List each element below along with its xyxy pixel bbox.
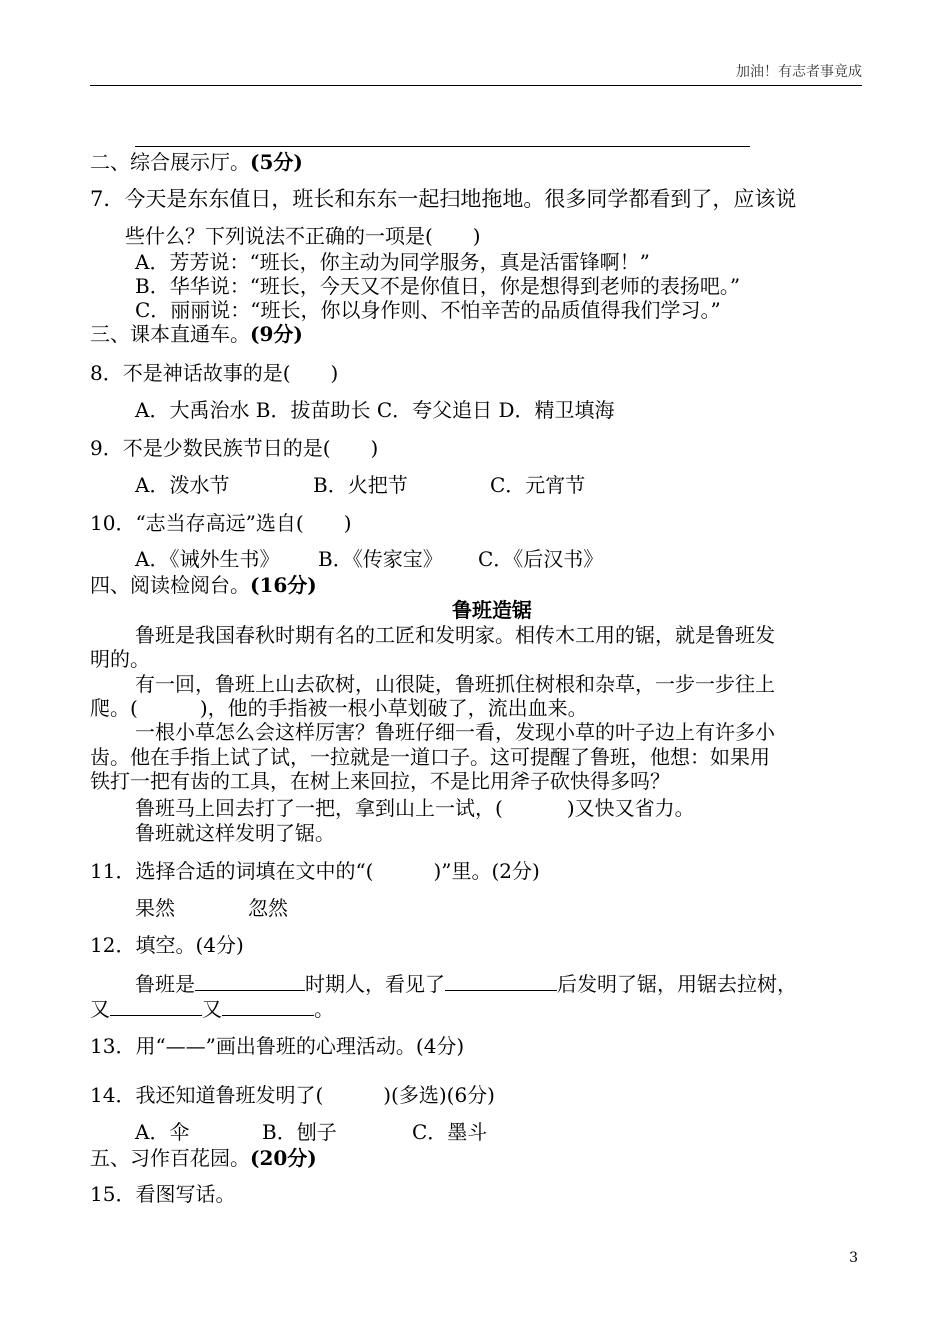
passage-p2-line2 <box>90 697 588 720</box>
q11-stem: 11．选择合适的词填在文中的“( )”里。(2分) <box>90 859 540 883</box>
q11-word-2: 忽然 <box>248 896 288 920</box>
passage-p2-line2-post: )，他的手指被一根小草划破了，流出血来。 <box>199 696 588 720</box>
passage-p1-line2: 明的。 <box>90 647 150 671</box>
passage-p3-line1: 一根小草怎么会这样厉害？鲁班仔细一看，发现小草的叶子边上有许多小 <box>135 720 775 744</box>
passage-p4 <box>135 797 695 820</box>
q10-option-b: B．《传家宝》 <box>318 547 443 571</box>
q11-word-1: 果然 <box>135 896 175 920</box>
q7-line2: 些什么？下列说法不正确的一项是( ) <box>125 224 481 248</box>
q10-option-a: A．《诫外生书》 <box>135 547 280 571</box>
q12-text-d: 又 <box>90 997 110 1021</box>
passage-p5: 鲁班就这样发明了锯。 <box>135 821 335 845</box>
q9-option-a: A．泼水节 <box>135 473 230 497</box>
q15-stem: 15．看图写话。 <box>90 1182 236 1206</box>
q14-stem: 14．我还知道鲁班发明了( )(多选)(6分) <box>90 1083 495 1107</box>
section-5-label: 五、习作百花园。 <box>90 1146 250 1170</box>
section-3-score: (9分) <box>250 322 303 346</box>
section-2-score: (5分) <box>250 150 303 174</box>
q7-option-c: C．丽丽说：“班长，你以身作则、不怕辛苦的品质值得我们学习。” <box>135 298 721 322</box>
section-5-heading <box>90 1147 317 1170</box>
q14-option-b: B．刨子 <box>262 1120 337 1144</box>
section-3-label: 三、课本直通车。 <box>90 322 250 346</box>
q7-option-b: B．华华说：“班长，今天又不是你值日，你是想得到老师的表扬吧。” <box>135 274 741 298</box>
page-header: 加油！有志者事竟成 <box>736 64 862 80</box>
q14-option-c: C．墨斗 <box>412 1120 488 1144</box>
section-2-heading <box>90 151 303 174</box>
section-4-heading <box>90 574 317 597</box>
q8-options: A．大禹治水 B．拔苗助长 C．夸父追日 D．精卫填海 <box>135 398 615 422</box>
passage-p4-post: )又快又省力。 <box>566 796 695 820</box>
passage-p2-line2-pre: 爬。( <box>90 696 138 720</box>
passage-p3-line3: 铁打一把有齿的工具，在树上来回拉，不是比用斧子砍快得多吗？ <box>90 769 670 793</box>
section-4-score: (16分) <box>250 573 317 597</box>
q14-option-a: A．伞 <box>135 1120 190 1144</box>
passage-p1-line1: 鲁班是我国春秋时期有名的工匠和发明家。相传木工用的锯，就是鲁班发 <box>135 623 775 647</box>
q12-text-b: 时期人，看见了 <box>305 972 445 996</box>
q12-blank-1[interactable] <box>195 972 305 991</box>
q12-line1 <box>135 972 797 996</box>
q12-line2 <box>90 997 334 1021</box>
q12-text-c: 后发明了锯，用锯去拉树， <box>557 972 797 996</box>
q10-option-c: C．《后汉书》 <box>478 547 604 571</box>
answer-line <box>135 146 750 147</box>
q12-blank-2[interactable] <box>445 972 557 991</box>
page-number: 3 <box>849 1250 858 1266</box>
q8-stem: 8．不是神话故事的是( ) <box>90 361 339 385</box>
q12-blank-4[interactable] <box>222 997 314 1016</box>
q9-option-b: B．火把节 <box>313 473 408 497</box>
q7-option-a: A．芳芳说：“班长，你主动为同学服务，真是活雷锋啊！” <box>135 250 650 274</box>
section-5-score: (20分) <box>250 1146 317 1170</box>
header-divider <box>90 85 862 86</box>
section-4-label: 四、阅读检阅台。 <box>90 573 250 597</box>
q12-text-f: 。 <box>314 997 334 1021</box>
section-3-heading <box>90 323 303 346</box>
section-2-label: 二、综合展示厅。 <box>90 150 250 174</box>
q12-text-e: 又 <box>202 997 222 1021</box>
passage-p3-line2: 齿。他在手指上试了试，一拉就是一道口子。这可提醒了鲁班，他想：如果用 <box>90 745 770 769</box>
passage-p4-pre: 鲁班马上回去打了一把，拿到山上一试，( <box>135 796 503 820</box>
q7-line1: 7．今天是东东值日，班长和东东一起扫地拖地。很多同学都看到了，应该说 <box>90 187 797 211</box>
q9-stem: 9．不是少数民族节日的是( ) <box>90 436 379 460</box>
q9-option-c: C．元宵节 <box>490 473 586 497</box>
q12-blank-3[interactable] <box>110 997 202 1016</box>
q10-stem: 10．“志当存高远”选自( ) <box>90 511 352 535</box>
q13-stem: 13．用“——”画出鲁班的心理活动。(4分) <box>90 1034 465 1058</box>
q12-stem: 12．填空。(4分) <box>90 933 244 957</box>
passage-p2-line1: 有一回，鲁班上山去砍树，山很陡，鲁班抓住树根和杂草，一步一步往上 <box>135 672 775 696</box>
passage-title: 鲁班造锯 <box>452 598 532 622</box>
q12-text-a: 鲁班是 <box>135 972 195 996</box>
